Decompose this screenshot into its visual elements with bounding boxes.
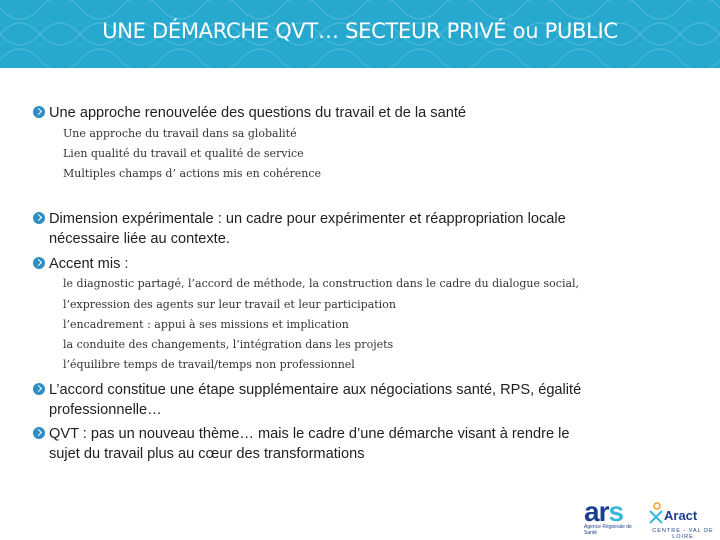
section-1-subitem-2: Lien qualité du travail et qualité de service [63,147,304,160]
section-1-subitem-1: Une approche du travail dans sa globalité [63,127,297,140]
chevron-right-icon [33,257,45,269]
ars-logo-tagline: Agence Régionale de Santé [584,524,632,536]
aract-logo-word: Aract [664,508,698,523]
section-3-subitem-2: l’expression des agents sur leur travail et leur participation [63,298,396,311]
aract-logo [648,502,718,540]
page-title: UNE DÉMARCHE QVT… SECTEUR PRIVÉ ou PUBLIC [102,19,618,43]
chevron-right-icon [33,212,45,224]
section-3-subitem-3: l’encadrement : appui à ses missions et implication [63,318,349,331]
section-3-subitem-4: la conduite des changements, l’intégration dans les projets [63,338,394,351]
chevron-right-icon [33,427,45,439]
section-3-subitem-1: le diagnostic partagé, l’accord de méthode, la construction dans le cadre du dialogue social, [63,277,580,290]
section-5-line-1: QVT : pas un nouveau thème… mais le cadre d’une démarche visant à rendre le [49,426,570,442]
section-1-heading: Une approche renouvelée des questions du travail et de la santé [49,105,467,121]
section-4-line-1: L’accord constitue une étape supplémentaire aux négociations santé, RPS, égalité [49,382,582,398]
ars-logo-word: ars [584,496,624,527]
chevron-right-icon [33,106,45,118]
aract-mark-icon [648,502,664,526]
section-4-line-2: professionnelle… [49,402,162,418]
section-2-line-1: Dimension expérimentale : un cadre pour expérimenter et réappropriation locale [49,211,566,227]
section-3-heading: Accent mis : [49,256,129,272]
ars-logo [584,496,644,536]
aract-logo-region: CENTRE - VAL DE LOIRE [652,528,714,540]
section-1-subitem-3: Multiples champs d’ actions mis en cohérence [63,167,322,180]
header-banner [0,0,720,68]
section-3-subitem-5: l’équilibre temps de travail/temps non professionnel [63,358,355,371]
section-5-line-2: sujet du travail plus au cœur des transformations [49,446,365,462]
chevron-right-icon [33,383,45,395]
section-2-line-2: nécessaire liée au contexte. [49,231,230,247]
